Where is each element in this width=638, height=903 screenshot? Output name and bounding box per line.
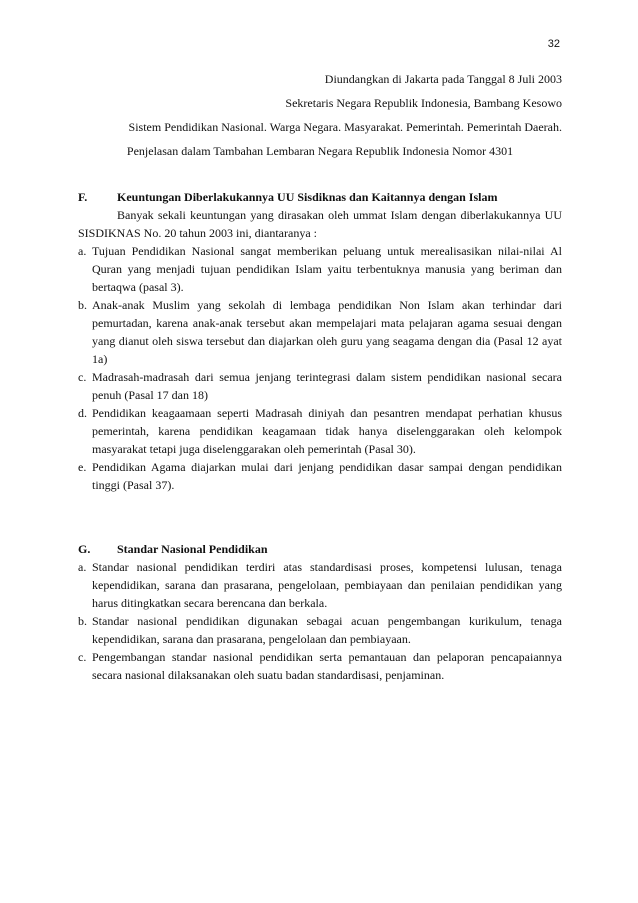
promulgation-line: Diundangkan di Jakarta pada Tanggal 8 Juli 2003 [324,72,562,86]
section-g-heading [78,540,562,558]
section-f-letter: F. [78,190,88,204]
list-marker: a. [78,560,87,574]
section-f-list [78,242,562,494]
subject-line: Sistem Pendidikan Nasional. Warga Negara. Masyarakat. Pemerintah. Pemerintah Daerah. [128,120,562,134]
list-item [78,458,562,494]
list-text: Pengembangan standar nasional pendidikan serta pemantauan dan pelaporan pencapaiannya secara nasional dilaksanakan oleh suatu badan standardisasi, penjaminan. [92,650,562,682]
section-g-letter: G. [78,542,91,556]
list-text: Tujuan Pendidikan Nasional sangat memberikan peluang untuk merealisasikan nilai-nilai Al Quran yang menjadi tujuan pendidikan Islam yaitu terbentuknya manusia yang beriman dan bertaqwa (pasal 3). [92,244,562,294]
list-item [78,296,562,368]
section-g-list [78,558,562,684]
list-marker: b. [78,614,87,628]
list-text: Standar nasional pendidikan terdiri atas standardisasi proses, kompetensi lulusan, tenaga kependidikan, sarana dan prasarana, pengelolaan, pembiayaan dan penilaian pendidikan yang harus ditingkatkan secara berencana dan berkala. [92,560,562,610]
list-marker: c. [78,650,87,664]
list-marker: e. [78,460,87,474]
list-item [78,242,562,296]
secretary-line: Sekretaris Negara Republik Indonesia, Bambang Kesowo [285,96,562,110]
section-f-title: Keuntungan Diberlakukannya UU Sisdiknas dan Kaitannya dengan Islam [117,190,498,204]
list-text: Madrasah-madrasah dari semua jenjang terintegrasi dalam sistem pendidikan nasional secara penuh (Pasal 17 dan 18) [92,370,562,402]
section-f-heading [78,188,562,206]
list-marker: a. [78,244,87,258]
list-item [78,612,562,648]
list-text: Anak-anak Muslim yang sekolah di lembaga pendidikan Non Islam akan terhindar dari pemurtadan, karena anak-anak tersebut akan mempelajari mata pelajaran agama sesuai dengan yang dianut oleh siswa tersebut dan diajarkan oleh guru yang seagama dengan dia (Pasal 12 ayat 1a) [92,298,562,366]
list-item [78,404,562,458]
explanation-line: Penjelasan dalam Tambahan Lembaran Negara Republik Indonesia Nomor 4301 [126,144,514,158]
list-text: Standar nasional pendidikan digunakan sebagai acuan pengembangan kurikulum, tenaga kependidikan, sarana dan prasarana, pengelolaan dan pembiayaan. [92,614,562,646]
list-marker: c. [78,370,87,384]
document-body [78,70,562,684]
list-text: Pendidikan Agama diajarkan mulai dari jenjang pendidikan dasar sampai dengan pendidikan tinggi (Pasal 37). [92,460,562,492]
list-item [78,368,562,404]
page-number: 32 [547,38,560,50]
list-text: Pendidikan keagaamaan seperti Madrasah diniyah dan pesantren mendapat perhatian khusus pemerintah, karena pendidikan keagamaan tidak hanya diselenggarakan oleh kelompok masyarakat tetapi juga diselenggarakan oleh pemerintah (Pasal 30). [92,406,562,456]
section-g-title: Standar Nasional Pendidikan [117,542,268,556]
list-item [78,558,562,612]
list-marker: b. [78,298,87,312]
section-f-intro: Banyak sekali keuntungan yang dirasakan oleh ummat Islam dengan diberlakukannya UU SISDIKNAS No. 20 tahun 2003 ini, diantaranya : [78,208,562,240]
list-marker: d. [78,406,87,420]
list-item [78,648,562,684]
